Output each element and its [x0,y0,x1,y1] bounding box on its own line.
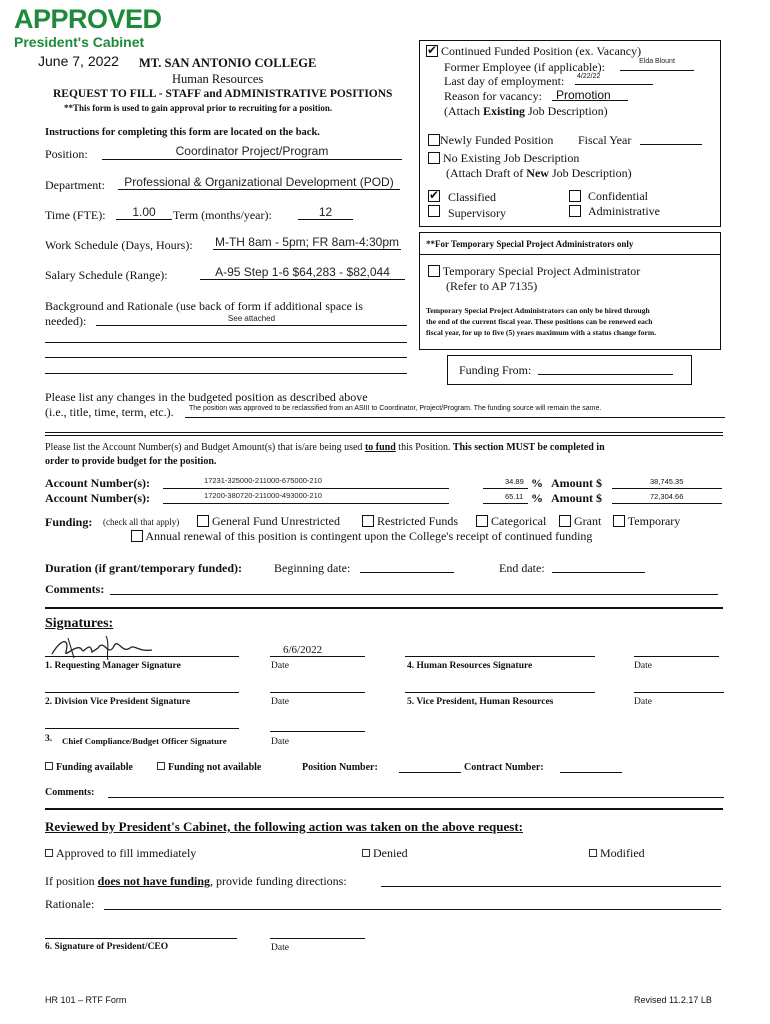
newly-row[interactable] [428,133,553,148]
sig-4-date-line[interactable] [634,645,719,657]
sig-4-label: 4. Human Resources Signature [407,661,533,671]
former-label: Former Employee (if applicable): [444,60,605,74]
temp-label: Temporary Special Project Administrator [442,264,641,278]
sig-2-date-line[interactable] [270,681,365,693]
modified-label: Modified [600,846,645,860]
position-number-label: Position Number: [302,762,378,773]
approved-label: Approved to fill immediately [56,846,197,860]
temp-row[interactable] [428,264,640,279]
pct-1-value: 34.89 [505,477,524,486]
temp-divider [419,254,721,255]
continued-checkbox[interactable] [426,45,438,57]
categorical-label: Categorical [491,514,547,528]
account-2-number: 17200-380720-211000-493000-210 [204,491,322,500]
classified-checkbox[interactable] [428,190,440,202]
funding-from-field[interactable] [538,361,673,375]
categorical-checkbox[interactable] [476,515,488,527]
sig-comments-field[interactable] [108,785,724,798]
temp-note-2: the end of the current fiscal year. These positions can be renewed each [426,317,653,326]
administrative-label: Administrative [588,204,660,218]
denied-label: Denied [373,846,408,860]
account-intro: Please list the Account Number(s) and Budget Amount(s) that is/are being used to fund this Position. This section MUST be completed in [45,442,605,453]
no-funding-label: If position does not have funding, provide funding directions: [45,874,347,888]
changes-value: The position was approved to be reclassified from an ASIII to Coordinator, Project/Program. The funding source will remain the same. [189,405,602,412]
duration-comments-field[interactable] [110,581,718,595]
background-label-2: needed): [45,314,87,328]
denied-checkbox[interactable] [362,849,370,857]
begin-label: Beginning date: [274,561,351,575]
general-fund-option[interactable] [197,514,340,529]
classified-label: Classified [448,190,496,204]
grant-label: Grant [574,514,602,528]
funding-from-label: Funding From: [459,363,532,377]
continued-label: Continued Funded Position (ex. Vacancy) [441,44,642,58]
sig-6-label: 6. Signature of President/CEO [45,942,169,952]
college-name: MT. SAN ANTONIO COLLEGE [139,56,317,70]
end-label: End date: [499,561,545,575]
salary-value: A-95 Step 1-6 $64,283 - $82,044 [215,265,390,279]
background-label: Background and Rationale (use back of form if additional space is [45,299,363,313]
begin-date-field[interactable] [360,559,454,573]
sig-4-date-label: Date [634,661,652,671]
salary-label: Salary Schedule (Range): [45,268,168,282]
footer-form-id: HR 101 – RTF Form [45,995,127,1005]
administrative-checkbox-wrap[interactable] [569,205,581,218]
signatures-title: Signatures: [45,616,114,631]
sig-5-line[interactable] [405,681,595,693]
supervisory-checkbox-wrap[interactable] [428,205,440,218]
sig-1-date-label: Date [271,661,289,671]
denied-option[interactable] [362,846,408,861]
fiscal-field[interactable] [640,131,702,145]
funding-available-checkbox[interactable] [45,762,53,770]
temporary-label: Temporary [627,514,681,528]
stamp-date: June 7, 2022 [38,53,119,69]
pct-2-sign: % [531,491,543,505]
reason-value: Promotion [556,88,611,102]
dept-name: Human Resources [172,72,264,86]
sig-3-line[interactable] [45,717,239,729]
background-line-2[interactable] [45,329,407,343]
lastday-value: 4/22/22 [577,73,601,80]
duration-comments-label: Comments: [45,582,105,596]
supervisory-label: Supervisory [448,206,506,220]
amount-1-label: Amount $ [551,476,603,490]
schedule-label: Work Schedule (Days, Hours): [45,238,193,252]
position-label: Position: [45,147,88,161]
former-value: Elda Blount [639,58,675,65]
form-note: **This form is used to gain approval prior to recruiting for a position. [64,103,333,113]
sig-3-date-line[interactable] [270,720,365,732]
amount-2-label: Amount $ [551,491,603,505]
review-title: Reviewed by President's Cabinet, the following action was taken on the above request: [45,819,523,834]
attach-new: (Attach Draft of New Job Description) [446,166,632,180]
supervisory-checkbox[interactable] [428,205,440,217]
pct-2-value: 65.11 [505,492,524,501]
funding-label: Funding: [45,515,93,529]
grant-checkbox[interactable] [559,515,571,527]
funding-check-all: (check all that apply) [103,517,180,527]
administrative-checkbox[interactable] [569,205,581,217]
sig-5-date-line[interactable] [634,681,724,693]
confidential-label: Confidential [588,189,648,203]
sig-4-line[interactable] [405,645,595,657]
funding-not-option[interactable] [157,762,261,773]
continued-row[interactable] [426,44,641,59]
fiscal-label: Fiscal Year [578,133,632,147]
sig-1-line[interactable] [45,645,239,657]
no-existing-checkbox[interactable] [428,152,440,164]
sig-comments-label: Comments: [45,787,95,798]
temp-checkbox[interactable] [428,265,440,277]
temporary-checkbox[interactable] [613,515,625,527]
sig-2-date-label: Date [271,697,289,707]
funding-directions-field[interactable] [381,873,721,887]
position-value: Coordinator Project/Program [175,144,329,158]
term-label: Term (months/year): [173,208,272,222]
lastday-label: Last day of employment: [444,74,565,88]
contract-number-label: Contract Number: [464,762,544,773]
temporary-option[interactable] [613,514,680,529]
temp-note-3: fiscal year, for up to five (5) years maximum with a status change form. [426,328,657,337]
department-label: Department: [45,178,105,192]
confidential-checkbox[interactable] [569,190,581,202]
fte-label: Time (FTE): [45,208,106,222]
classified-checkbox-wrap[interactable] [428,190,440,203]
grant-option[interactable] [559,514,601,529]
background-line-3[interactable] [45,344,407,358]
restricted-option[interactable] [362,514,458,529]
temp-note-1: Temporary Special Project Administrators can only be hired through [426,306,650,315]
amount-1-value: 38,745.35 [650,477,684,486]
sig-3-label: Chief Compliance/Budget Officer Signature [62,736,227,746]
duration-label: Duration (if grant/temporary funded): [45,561,242,575]
approved-stamp: APPROVED [14,4,162,34]
approved-checkbox[interactable] [45,849,53,857]
sig-3-num: 3. [45,734,53,744]
account-1-number: 17231-325000-211000-675000-210 [204,476,322,485]
fte-value: 1.00 [132,205,156,219]
account-label-1: Account Number(s): [45,476,150,490]
instructions: Instructions for completing this form are located on the back. [45,127,320,138]
rationale-field[interactable] [104,896,721,910]
annual-renewal-label: Annual renewal of this position is contingent upon the College's receipt of continued funding [145,529,593,543]
temp-header: **For Temporary Special Project Administrators only [426,239,634,249]
end-date-field[interactable] [552,559,645,573]
funding-available-option[interactable] [45,762,133,773]
general-fund-label: General Fund Unrestricted [212,514,340,528]
sig-6-line[interactable] [45,927,237,939]
restricted-checkbox[interactable] [362,515,374,527]
sig-6-date-label: Date [271,943,289,953]
footer-revised: Revised 11.2.17 LB [634,995,712,1005]
modified-option[interactable] [589,846,645,861]
schedule-value: M-TH 8am - 5pm; FR 8am-4:30pm [214,235,400,249]
newly-label: Newly Funded Position [440,133,554,147]
no-existing-row[interactable] [428,151,579,166]
funding-not-label: Funding not available [168,762,262,773]
funding-not-checkbox[interactable] [157,762,165,770]
amount-2-value: 72,304.66 [650,492,684,501]
annual-renewal-option[interactable] [131,529,592,544]
categorical-option[interactable] [476,514,546,529]
cabinet-stamp: President's Cabinet [14,34,145,50]
annual-renewal-checkbox[interactable] [131,530,143,542]
changes-label-2: (i.e., title, time, term, etc.). [45,405,174,419]
attach-existing: (Attach Existing Job Description) [444,104,608,118]
sig-6-date-line[interactable] [270,927,365,939]
confidential-checkbox-wrap[interactable] [569,190,581,203]
background-line-4[interactable] [45,360,407,374]
department-value: Professional & Organizational Development (POD) [124,175,394,189]
term-value: 12 [318,205,333,219]
modified-checkbox[interactable] [589,849,597,857]
rationale-label: Rationale: [45,897,95,911]
sig-5-label: 5. Vice President, Human Resources [407,697,554,707]
position-number-field[interactable] [399,761,461,773]
restricted-label: Restricted Funds [377,514,458,528]
sig-5-date-label: Date [634,697,652,707]
form-title: REQUEST TO FILL - STAFF and ADMINISTRATIVE POSITIONS [53,88,393,100]
contract-number-field[interactable] [560,761,622,773]
temp-ref: (Refer to AP 7135) [446,279,538,293]
sig-1-date-line[interactable] [270,645,365,657]
sig-1-date-value: 6/6/2022 [283,644,323,656]
funding-available-label: Funding available [56,762,133,773]
sig-2-line[interactable] [45,681,239,693]
sig-1-label: 1. Requesting Manager Signature [45,661,181,671]
background-value: See attached [227,314,276,323]
general-fund-checkbox[interactable] [197,515,209,527]
sig-3-date-label: Date [271,737,289,747]
pct-1-sign: % [531,476,543,490]
account-label-2: Account Number(s): [45,491,150,505]
account-intro-2: order to provide budget for the position. [45,456,217,467]
changes-label: Please list any changes in the budgeted position as described above [45,390,368,404]
reason-label: Reason for vacancy: [444,89,542,103]
approved-option[interactable] [45,846,196,861]
sig-2-label: 2. Division Vice President Signature [45,697,191,707]
newly-checkbox[interactable] [428,134,440,146]
no-existing-label: No Existing Job Description [443,151,580,165]
